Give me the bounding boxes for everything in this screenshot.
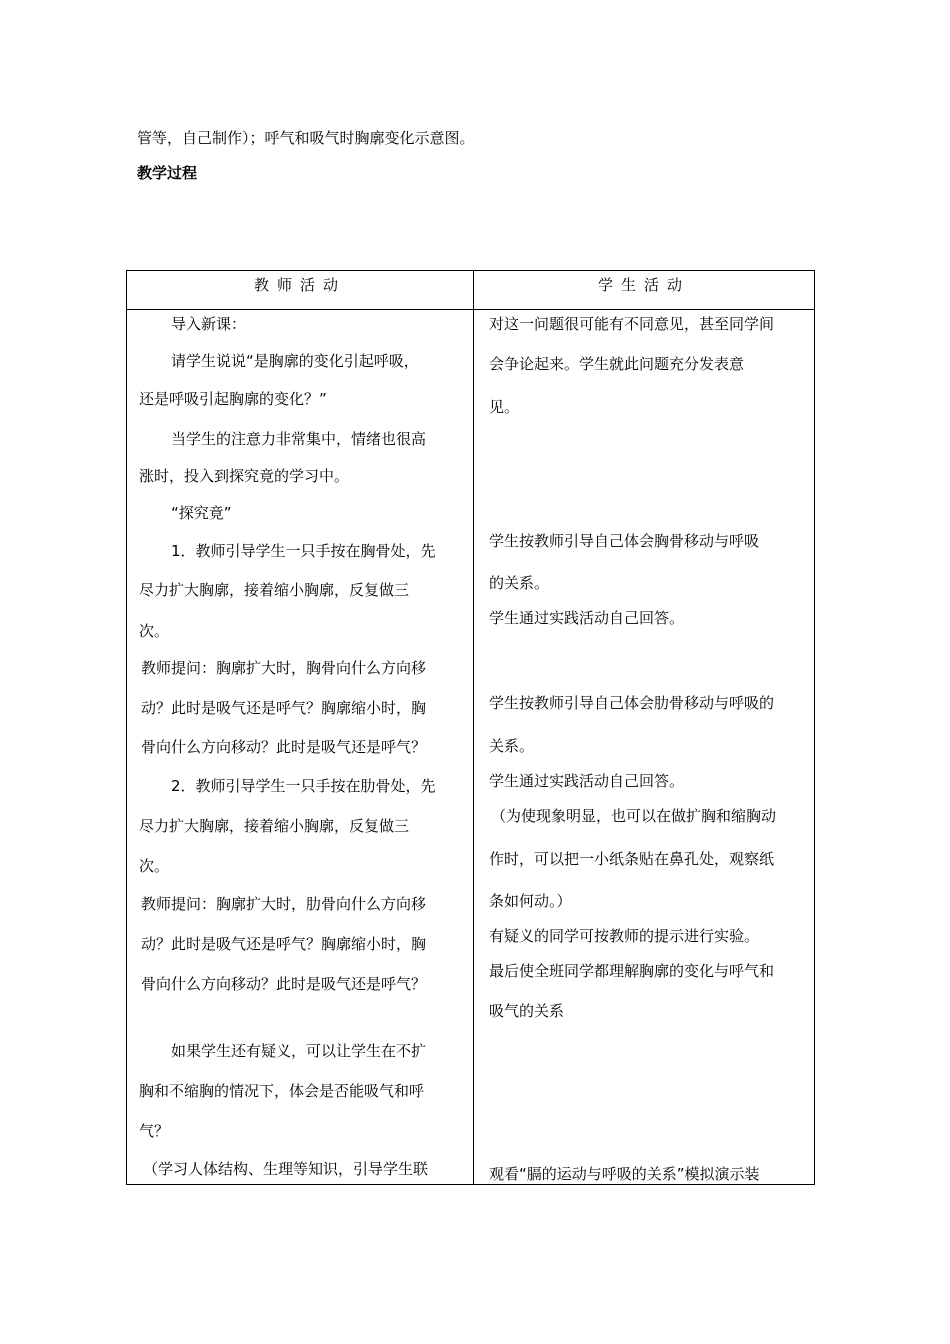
teacher-line: 骨向什么方向移动？此时是吸气还是呼气？ (141, 975, 427, 993)
teacher-line: 如果学生还有疑义，可以让学生在不扩 (171, 1042, 427, 1060)
teacher-line: （学习人体结构、生理等知识，引导学生联 (143, 1160, 429, 1178)
student-line: 学生按教师引导自己体会胸骨移动与呼吸 (489, 532, 760, 550)
student-line: 有疑义的同学可按教师的提示进行实验。 (489, 927, 760, 945)
teacher-line: 还是呼吸引起胸廓的变化？” (139, 390, 327, 408)
intro-text: 管等，自己制作）；呼气和吸气时胸廓变化示意图。 (137, 129, 475, 147)
student-line: 关系。 (489, 737, 535, 755)
student-line: 的关系。 (489, 574, 550, 592)
table-column-divider (473, 271, 474, 1184)
teacher-line: 气？ (139, 1122, 170, 1140)
teacher-line: 当学生的注意力非常集中，情绪也很高 (171, 430, 427, 448)
teacher-line: 尽力扩大胸廓，接着缩小胸廓，反复做三 (139, 817, 410, 835)
teacher-line: 教师提问：胸廓扩大时，肋骨向什么方向移 (141, 895, 427, 913)
teacher-line: 导入新课： (171, 315, 247, 333)
teacher-line: 动？此时是吸气还是呼气？胸廓缩小时，胸 (141, 935, 427, 953)
teacher-line: 动？此时是吸气还是呼气？胸廓缩小时，胸 (141, 699, 427, 717)
header-teacher-activity: 教师活动 (253, 276, 346, 294)
teacher-line: 胸和不缩胸的情况下，体会是否能吸气和呼 (139, 1082, 425, 1100)
teaching-process-table (126, 270, 815, 1185)
teacher-line: 骨向什么方向移动？此时是吸气还是呼气？ (141, 738, 427, 756)
header-student-activity: 学生活动 (597, 276, 690, 294)
student-line: 见。 (489, 398, 520, 416)
teacher-line: 次。 (139, 857, 170, 875)
section-heading: 教学过程 (137, 164, 198, 182)
student-line: 作时，可以把一小纸条贴在鼻孔处，观察纸 (489, 850, 775, 868)
student-line: 学生通过实践活动自己回答。 (489, 772, 685, 790)
teacher-line: 请学生说说“是胸廓的变化引起呼吸， (171, 352, 419, 370)
table-header-divider (127, 309, 814, 310)
teacher-line: 涨时，投入到探究竟的学习中。 (139, 467, 350, 485)
teacher-line: 教师提问：胸廓扩大时，胸骨向什么方向移 (141, 659, 427, 677)
student-line: 对这一问题很可能有不同意见，甚至同学间 (489, 315, 775, 333)
teacher-line: “探究竟” (171, 504, 232, 522)
teacher-line: 2．教师引导学生一只手按在肋骨处，先 (171, 777, 436, 795)
student-line: 会争论起来。学生就此问题充分发表意 (489, 355, 745, 373)
student-line: 观看“膈的运动与呼吸的关系”模拟演示装 (489, 1165, 760, 1183)
student-line: （为使现象明显，也可以在做扩胸和缩胸动 (491, 807, 777, 825)
teacher-line: 次。 (139, 622, 170, 640)
student-line: 最后使全班同学都理解胸廓的变化与呼气和 (489, 962, 775, 980)
teacher-line: 尽力扩大胸廓，接着缩小胸廓，反复做三 (139, 581, 410, 599)
student-line: 学生按教师引导自己体会肋骨移动与呼吸的 (489, 694, 775, 712)
teacher-line: 1．教师引导学生一只手按在胸骨处，先 (171, 542, 436, 560)
student-line: 条如何动。） (489, 892, 572, 910)
student-line: 吸气的关系 (489, 1002, 565, 1020)
student-line: 学生通过实践活动自己回答。 (489, 609, 685, 627)
